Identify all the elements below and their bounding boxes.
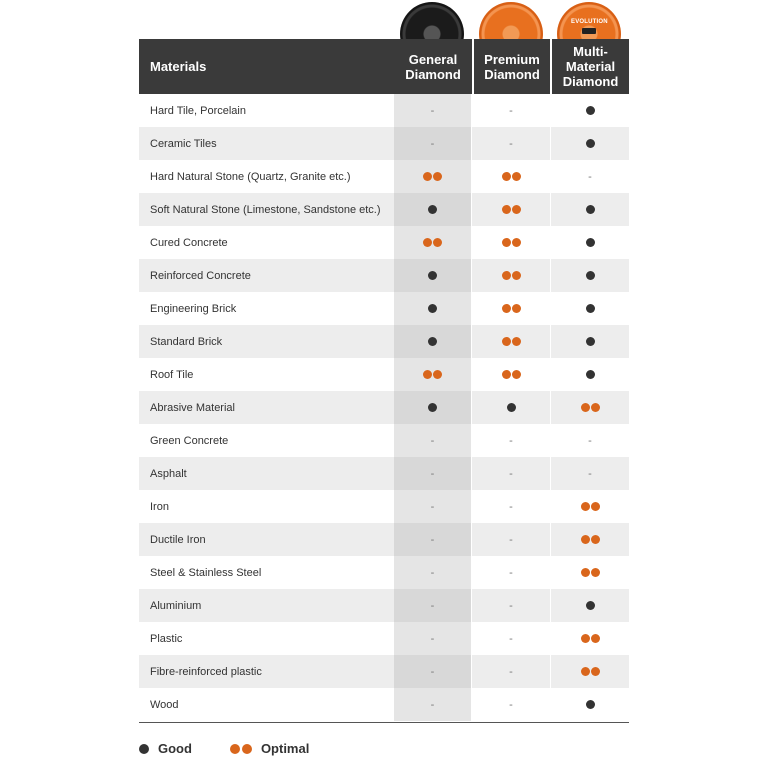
good-dot-icon xyxy=(586,139,595,148)
good-dot-icon xyxy=(507,403,516,412)
not-applicable-dash: - xyxy=(509,533,513,546)
not-applicable-dash: - xyxy=(509,665,513,678)
legend-good xyxy=(139,741,192,756)
not-applicable-dash: - xyxy=(588,170,592,183)
table-row xyxy=(139,259,629,292)
table-row xyxy=(139,358,629,391)
good-dot-icon xyxy=(586,238,595,247)
premium-rating-cell xyxy=(471,358,550,391)
not-applicable-dash: - xyxy=(588,467,592,480)
multi-rating-cell xyxy=(550,292,629,325)
premium-rating-cell xyxy=(471,226,550,259)
multi-material-diamond-blade-image xyxy=(557,2,621,40)
premium-rating-cell xyxy=(471,160,550,193)
good-dot-icon xyxy=(586,271,595,280)
legend-optimal xyxy=(230,741,309,756)
optimal-dots-icon xyxy=(502,304,521,313)
multi-rating-cell xyxy=(550,325,629,358)
materials-comparison-table xyxy=(139,39,629,723)
good-dot-icon xyxy=(139,744,149,754)
general-rating-cell xyxy=(394,424,471,457)
good-dot-icon xyxy=(428,205,437,214)
premium-rating-cell xyxy=(471,193,550,226)
good-dot-icon xyxy=(428,403,437,412)
table-row xyxy=(139,127,629,160)
not-applicable-dash: - xyxy=(430,665,435,678)
general-rating-cell xyxy=(394,259,471,292)
general-rating-cell xyxy=(394,589,471,622)
not-applicable-dash: - xyxy=(588,434,592,447)
not-applicable-dash: - xyxy=(509,698,513,711)
multi-rating-cell xyxy=(550,358,629,391)
premium-rating-cell xyxy=(471,424,550,457)
material-name: Steel & Stainless Steel xyxy=(150,566,262,579)
not-applicable-dash: - xyxy=(430,698,435,711)
material-name: Iron xyxy=(150,500,169,513)
material-name: Reinforced Concrete xyxy=(150,269,251,282)
not-applicable-dash: - xyxy=(509,467,513,480)
material-name: Engineering Brick xyxy=(150,302,237,315)
premium-rating-cell xyxy=(471,127,550,160)
multi-rating-cell xyxy=(550,622,629,655)
optimal-dot-icon xyxy=(230,744,240,754)
multi-rating-cell xyxy=(550,193,629,226)
multi-rating-cell xyxy=(550,127,629,160)
not-applicable-dash: - xyxy=(509,434,513,447)
optimal-dots-icon xyxy=(423,238,442,247)
multi-rating-cell xyxy=(550,226,629,259)
optimal-dots-icon xyxy=(502,205,521,214)
premium-rating-cell xyxy=(471,325,550,358)
material-name: Plastic xyxy=(150,632,183,645)
good-dot-icon xyxy=(586,370,595,379)
blade-brand-logo: EVOLUTION xyxy=(571,19,608,25)
optimal-dots-icon xyxy=(502,238,521,247)
material-name: Fibre-reinforced plastic xyxy=(150,665,262,678)
not-applicable-dash: - xyxy=(430,434,435,447)
not-applicable-dash: - xyxy=(430,467,435,480)
table-row xyxy=(139,589,629,622)
material-name: Asphalt xyxy=(150,467,187,480)
not-applicable-dash: - xyxy=(430,632,435,645)
general-rating-cell xyxy=(394,688,471,721)
premium-rating-cell xyxy=(471,94,550,127)
material-name: Soft Natural Stone (Limestone, Sandstone etc.) xyxy=(150,203,381,216)
table-row xyxy=(139,688,629,721)
premium-rating-cell xyxy=(471,688,550,721)
material-name: Aluminium xyxy=(150,599,202,612)
not-applicable-dash: - xyxy=(430,500,435,513)
general-rating-cell xyxy=(394,655,471,688)
premium-rating-cell xyxy=(471,589,550,622)
general-rating-cell xyxy=(394,160,471,193)
good-dot-icon xyxy=(586,205,595,214)
multi-rating-cell xyxy=(550,688,629,721)
table-row xyxy=(139,424,629,457)
table-row xyxy=(139,160,629,193)
materials-column-header: Materials xyxy=(150,59,207,74)
table-row xyxy=(139,325,629,358)
optimal-dots-icon xyxy=(581,634,600,643)
table-row xyxy=(139,622,629,655)
general-rating-cell xyxy=(394,358,471,391)
optimal-dots-icon xyxy=(581,568,600,577)
premium-rating-cell xyxy=(471,523,550,556)
general-rating-cell xyxy=(394,457,471,490)
general-rating-cell xyxy=(394,391,471,424)
general-rating-cell xyxy=(394,127,471,160)
optimal-dots-icon xyxy=(423,370,442,379)
table-bottom-rule xyxy=(139,722,629,723)
general-rating-cell xyxy=(394,622,471,655)
material-name: Abrasive Material xyxy=(150,401,235,414)
table-header xyxy=(139,39,629,94)
premium-rating-cell xyxy=(471,490,550,523)
table-row xyxy=(139,292,629,325)
premium-rating-cell xyxy=(471,292,550,325)
multi-rating-cell xyxy=(550,556,629,589)
legend-good-label: Good xyxy=(158,741,192,756)
general-diamond-blade-image xyxy=(400,2,464,40)
premium-diamond-blade-image xyxy=(479,2,543,40)
table-row xyxy=(139,94,629,127)
table-row xyxy=(139,193,629,226)
optimal-dots-icon xyxy=(502,271,521,280)
good-dot-icon xyxy=(586,601,595,610)
multi-rating-cell xyxy=(550,94,629,127)
optimal-dots-icon xyxy=(581,403,600,412)
premium-rating-cell xyxy=(471,556,550,589)
multi-rating-cell xyxy=(550,160,629,193)
multi-rating-cell xyxy=(550,655,629,688)
table-row xyxy=(139,655,629,688)
material-name: Wood xyxy=(150,698,179,711)
general-rating-cell xyxy=(394,94,471,127)
good-dot-icon xyxy=(428,337,437,346)
not-applicable-dash: - xyxy=(509,566,513,579)
not-applicable-dash: - xyxy=(509,599,513,612)
optimal-dots-icon xyxy=(502,337,521,346)
material-name: Ductile Iron xyxy=(150,533,206,546)
good-dot-icon xyxy=(428,271,437,280)
material-name: Green Concrete xyxy=(150,434,229,447)
multi-rating-cell xyxy=(550,391,629,424)
good-dot-icon xyxy=(586,304,595,313)
table-row xyxy=(139,523,629,556)
premium-rating-cell xyxy=(471,655,550,688)
table-row xyxy=(139,556,629,589)
general-diamond-column-header: General Diamond xyxy=(405,51,461,82)
not-applicable-dash: - xyxy=(430,104,435,117)
good-dot-icon xyxy=(586,700,595,709)
good-dot-icon xyxy=(586,106,595,115)
not-applicable-dash: - xyxy=(509,137,513,150)
table-body xyxy=(139,94,629,721)
table-row xyxy=(139,457,629,490)
good-dot-icon xyxy=(586,337,595,346)
not-applicable-dash: - xyxy=(509,104,513,117)
multi-rating-cell xyxy=(550,523,629,556)
material-name: Standard Brick xyxy=(150,335,223,348)
not-applicable-dash: - xyxy=(509,632,513,645)
optimal-dots-icon xyxy=(502,172,521,181)
premium-rating-cell xyxy=(471,391,550,424)
general-rating-cell xyxy=(394,490,471,523)
optimal-dots-icon xyxy=(423,172,442,181)
general-rating-cell xyxy=(394,523,471,556)
premium-rating-cell xyxy=(471,259,550,292)
multi-rating-cell xyxy=(550,589,629,622)
optimal-dot-icon xyxy=(242,744,252,754)
premium-diamond-column-header: Premium Diamond xyxy=(472,39,550,94)
multi-material-diamond-column-header: Multi-Material Diamond xyxy=(550,39,629,94)
multi-rating-cell xyxy=(550,259,629,292)
general-rating-cell xyxy=(394,292,471,325)
legend-optimal-label: Optimal xyxy=(260,741,310,756)
general-rating-cell xyxy=(394,226,471,259)
optimal-dots-icon xyxy=(581,502,600,511)
optimal-dots-icon xyxy=(502,370,521,379)
premium-rating-cell xyxy=(471,622,550,655)
not-applicable-dash: - xyxy=(430,566,435,579)
premium-rating-cell xyxy=(471,457,550,490)
multi-rating-cell xyxy=(550,457,629,490)
multi-rating-cell xyxy=(550,490,629,523)
optimal-dots-icon xyxy=(581,667,600,676)
material-name: Hard Natural Stone (Quartz, Granite etc.) xyxy=(150,170,351,183)
general-rating-cell xyxy=(394,193,471,226)
material-name: Hard Tile, Porcelain xyxy=(150,104,246,117)
not-applicable-dash: - xyxy=(430,137,435,150)
table-row xyxy=(139,391,629,424)
not-applicable-dash: - xyxy=(430,533,435,546)
material-name: Roof Tile xyxy=(150,368,194,381)
material-name: Cured Concrete xyxy=(150,236,228,249)
good-dot-icon xyxy=(428,304,437,313)
not-applicable-dash: - xyxy=(509,500,513,513)
table-row xyxy=(139,226,629,259)
table-row xyxy=(139,490,629,523)
multi-rating-cell xyxy=(550,424,629,457)
general-rating-cell xyxy=(394,556,471,589)
material-name: Ceramic Tiles xyxy=(150,137,217,150)
legend xyxy=(139,741,309,756)
optimal-dots-icon xyxy=(581,535,600,544)
not-applicable-dash: - xyxy=(430,599,435,612)
general-rating-cell xyxy=(394,325,471,358)
